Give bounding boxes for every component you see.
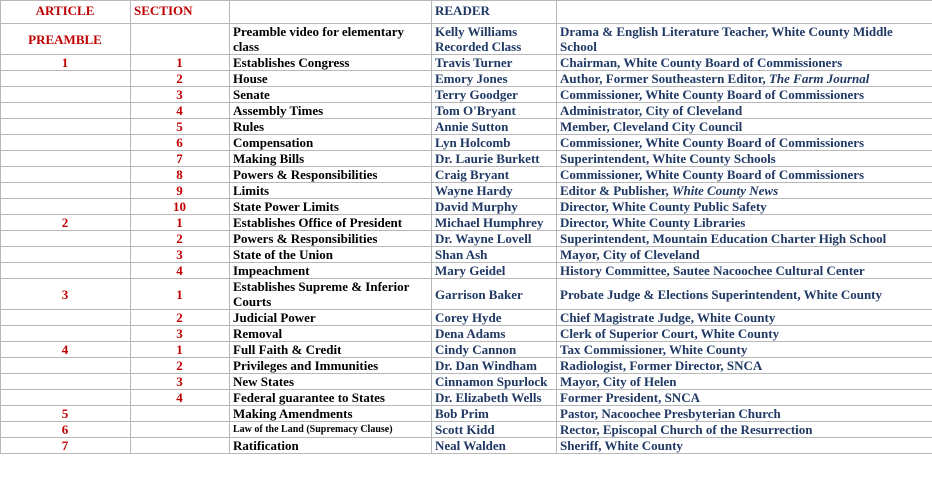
- section-cell: 1: [131, 342, 230, 358]
- table-row: [1, 199, 932, 215]
- title-cell: Commissioner, White County Board of Commissioners: [557, 87, 932, 103]
- section-cell: 7: [131, 151, 230, 167]
- header-row: [1, 1, 932, 24]
- title-cell: Radiologist, Former Director, SNCA: [557, 358, 932, 374]
- article-cell: [1, 87, 131, 103]
- article-cell: 6: [1, 422, 131, 438]
- title-cell: Pastor, Nacoochee Presbyterian Church: [557, 406, 932, 422]
- article-cell: [1, 119, 131, 135]
- reader-cell: Terry Goodger: [432, 87, 557, 103]
- table-row: [1, 358, 932, 374]
- table-row: [1, 119, 932, 135]
- article-cell: [1, 374, 131, 390]
- reader-cell: Dr. Laurie Burkett: [432, 151, 557, 167]
- topic-cell: Assembly Times: [230, 103, 432, 119]
- article-cell: 1: [1, 55, 131, 71]
- table-row: [1, 87, 932, 103]
- section-cell: 5: [131, 119, 230, 135]
- section-cell: 1: [131, 55, 230, 71]
- reader-cell: Dr. Wayne Lovell: [432, 231, 557, 247]
- table-row: [1, 406, 932, 422]
- topic-cell: Making Bills: [230, 151, 432, 167]
- header-article: ARTICLE: [1, 1, 131, 24]
- table-row: [1, 390, 932, 406]
- table-row: [1, 151, 932, 167]
- table-row: [1, 342, 932, 358]
- title-cell: Director, White County Libraries: [557, 215, 932, 231]
- reader-cell: Bob Prim: [432, 406, 557, 422]
- table-row: [1, 183, 932, 199]
- title-cell: [557, 183, 932, 199]
- reader-cell: Corey Hyde: [432, 310, 557, 326]
- title-cell: Probate Judge & Elections Superintendent, White County: [557, 279, 932, 310]
- topic-cell: Full Faith & Credit: [230, 342, 432, 358]
- reader-cell: Tom O'Bryant: [432, 103, 557, 119]
- title-cell: Mayor, City of Cleveland: [557, 247, 932, 263]
- reader-cell: Cindy Cannon: [432, 342, 557, 358]
- topic-cell: Privileges and Immunities: [230, 358, 432, 374]
- article-cell: [1, 151, 131, 167]
- reader-cell: Dr. Elizabeth Wells: [432, 390, 557, 406]
- topic-cell: Federal guarantee to States: [230, 390, 432, 406]
- title-cell: Chairman, White County Board of Commissioners: [557, 55, 932, 71]
- title-cell: Administrator, City of Cleveland: [557, 103, 932, 119]
- topic-cell: Removal: [230, 326, 432, 342]
- section-cell: 1: [131, 215, 230, 231]
- article-cell: [1, 310, 131, 326]
- topic-cell: State Power Limits: [230, 199, 432, 215]
- topic-cell: Establishes Supreme & Inferior Courts: [230, 279, 432, 310]
- table-row: [1, 438, 932, 454]
- article-cell: [1, 326, 131, 342]
- header-section: SECTION: [131, 1, 230, 24]
- topic-cell: New States: [230, 374, 432, 390]
- header-title: [557, 1, 932, 24]
- section-cell: [131, 422, 230, 438]
- topic-cell: Making Amendments: [230, 406, 432, 422]
- topic-cell: Limits: [230, 183, 432, 199]
- table-row: [1, 263, 932, 279]
- article-cell: 3: [1, 279, 131, 310]
- reader-cell: Kelly Williams Recorded Class: [432, 24, 557, 55]
- title-cell: Superintendent, White County Schools: [557, 151, 932, 167]
- topic-cell: Powers & Responsibilities: [230, 167, 432, 183]
- section-cell: [131, 24, 230, 55]
- topic-cell: Law of the Land (Supremacy Clause): [230, 422, 432, 438]
- table-row: [1, 103, 932, 119]
- title-cell: Director, White County Public Safety: [557, 199, 932, 215]
- topic-cell: House: [230, 71, 432, 87]
- section-cell: 3: [131, 374, 230, 390]
- section-cell: 4: [131, 103, 230, 119]
- topic-cell: State of the Union: [230, 247, 432, 263]
- article-cell: 5: [1, 406, 131, 422]
- article-cell: [1, 199, 131, 215]
- article-cell: [1, 167, 131, 183]
- title-cell: Drama & English Literature Teacher, White County Middle School: [557, 24, 932, 55]
- title-cell: Rector, Episcopal Church of the Resurrection: [557, 422, 932, 438]
- topic-cell: Judicial Power: [230, 310, 432, 326]
- article-cell: [1, 231, 131, 247]
- title-text: Editor & Publisher,: [560, 183, 672, 198]
- topic-cell: Senate: [230, 87, 432, 103]
- section-cell: 4: [131, 263, 230, 279]
- header-topic: [230, 1, 432, 24]
- section-cell: 4: [131, 390, 230, 406]
- reader-cell: Michael Humphrey: [432, 215, 557, 231]
- title-cell: Superintendent, Mountain Education Charter High School: [557, 231, 932, 247]
- reader-cell: Travis Turner: [432, 55, 557, 71]
- topic-cell: Impeachment: [230, 263, 432, 279]
- reader-cell: Dr. Dan Windham: [432, 358, 557, 374]
- title-cell: Former President, SNCA: [557, 390, 932, 406]
- publication-name: The Farm Journal: [768, 71, 870, 86]
- table-row: [1, 71, 932, 87]
- title-cell: Chief Magistrate Judge, White County: [557, 310, 932, 326]
- topic-cell: Establishes Office of President: [230, 215, 432, 231]
- table-row: [1, 215, 932, 231]
- section-cell: 8: [131, 167, 230, 183]
- title-cell: Commissioner, White County Board of Commissioners: [557, 167, 932, 183]
- article-cell: PREAMBLE: [1, 24, 131, 55]
- reader-cell: Scott Kidd: [432, 422, 557, 438]
- title-cell: Member, Cleveland City Council: [557, 119, 932, 135]
- article-cell: [1, 135, 131, 151]
- table-row: [1, 167, 932, 183]
- table-row: [1, 247, 932, 263]
- article-cell: [1, 390, 131, 406]
- section-cell: 2: [131, 358, 230, 374]
- reader-cell: Shan Ash: [432, 247, 557, 263]
- title-cell: [557, 71, 932, 87]
- table-row: [1, 374, 932, 390]
- article-cell: 7: [1, 438, 131, 454]
- reader-cell: Neal Walden: [432, 438, 557, 454]
- section-cell: 3: [131, 247, 230, 263]
- topic-cell: Establishes Congress: [230, 55, 432, 71]
- section-cell: 3: [131, 87, 230, 103]
- section-cell: [131, 438, 230, 454]
- section-cell: 3: [131, 326, 230, 342]
- article-cell: [1, 71, 131, 87]
- section-cell: 1: [131, 279, 230, 310]
- section-cell: 2: [131, 71, 230, 87]
- reader-cell: Annie Sutton: [432, 119, 557, 135]
- article-cell: 4: [1, 342, 131, 358]
- topic-cell: Rules: [230, 119, 432, 135]
- table-row: [1, 326, 932, 342]
- section-cell: [131, 406, 230, 422]
- publication-name: White County News: [671, 183, 779, 198]
- article-cell: [1, 183, 131, 199]
- section-cell: 6: [131, 135, 230, 151]
- topic-cell: Preamble video for elementary class: [230, 24, 432, 55]
- table-row: [1, 231, 932, 247]
- reader-cell: Garrison Baker: [432, 279, 557, 310]
- topic-cell: Powers & Responsibilities: [230, 231, 432, 247]
- article-cell: [1, 247, 131, 263]
- table-row: [1, 279, 932, 310]
- reader-cell: Lyn Holcomb: [432, 135, 557, 151]
- article-cell: [1, 358, 131, 374]
- title-cell: Sheriff, White County: [557, 438, 932, 454]
- table-row: [1, 24, 932, 55]
- article-cell: 2: [1, 215, 131, 231]
- article-cell: [1, 103, 131, 119]
- reader-cell: David Murphy: [432, 199, 557, 215]
- title-text: Author, Former Southeastern Editor,: [560, 71, 769, 86]
- title-cell: Tax Commissioner, White County: [557, 342, 932, 358]
- table-row: [1, 310, 932, 326]
- reader-cell: Craig Bryant: [432, 167, 557, 183]
- reader-cell: Wayne Hardy: [432, 183, 557, 199]
- reader-cell: Cinnamon Spurlock: [432, 374, 557, 390]
- title-cell: Mayor, City of Helen: [557, 374, 932, 390]
- table-row: [1, 422, 932, 438]
- reader-cell: Mary Geidel: [432, 263, 557, 279]
- title-cell: Commissioner, White County Board of Commissioners: [557, 135, 932, 151]
- title-cell: Clerk of Superior Court, White County: [557, 326, 932, 342]
- section-cell: 9: [131, 183, 230, 199]
- reader-cell: Dena Adams: [432, 326, 557, 342]
- section-cell: 2: [131, 310, 230, 326]
- section-cell: 2: [131, 231, 230, 247]
- article-cell: [1, 263, 131, 279]
- header-reader: READER: [432, 1, 557, 24]
- table-row: [1, 55, 932, 71]
- title-cell: History Committee, Sautee Nacoochee Cultural Center: [557, 263, 932, 279]
- table-row: [1, 135, 932, 151]
- topic-cell: Compensation: [230, 135, 432, 151]
- section-cell: 10: [131, 199, 230, 215]
- topic-cell: Ratification: [230, 438, 432, 454]
- reader-cell: Emory Jones: [432, 71, 557, 87]
